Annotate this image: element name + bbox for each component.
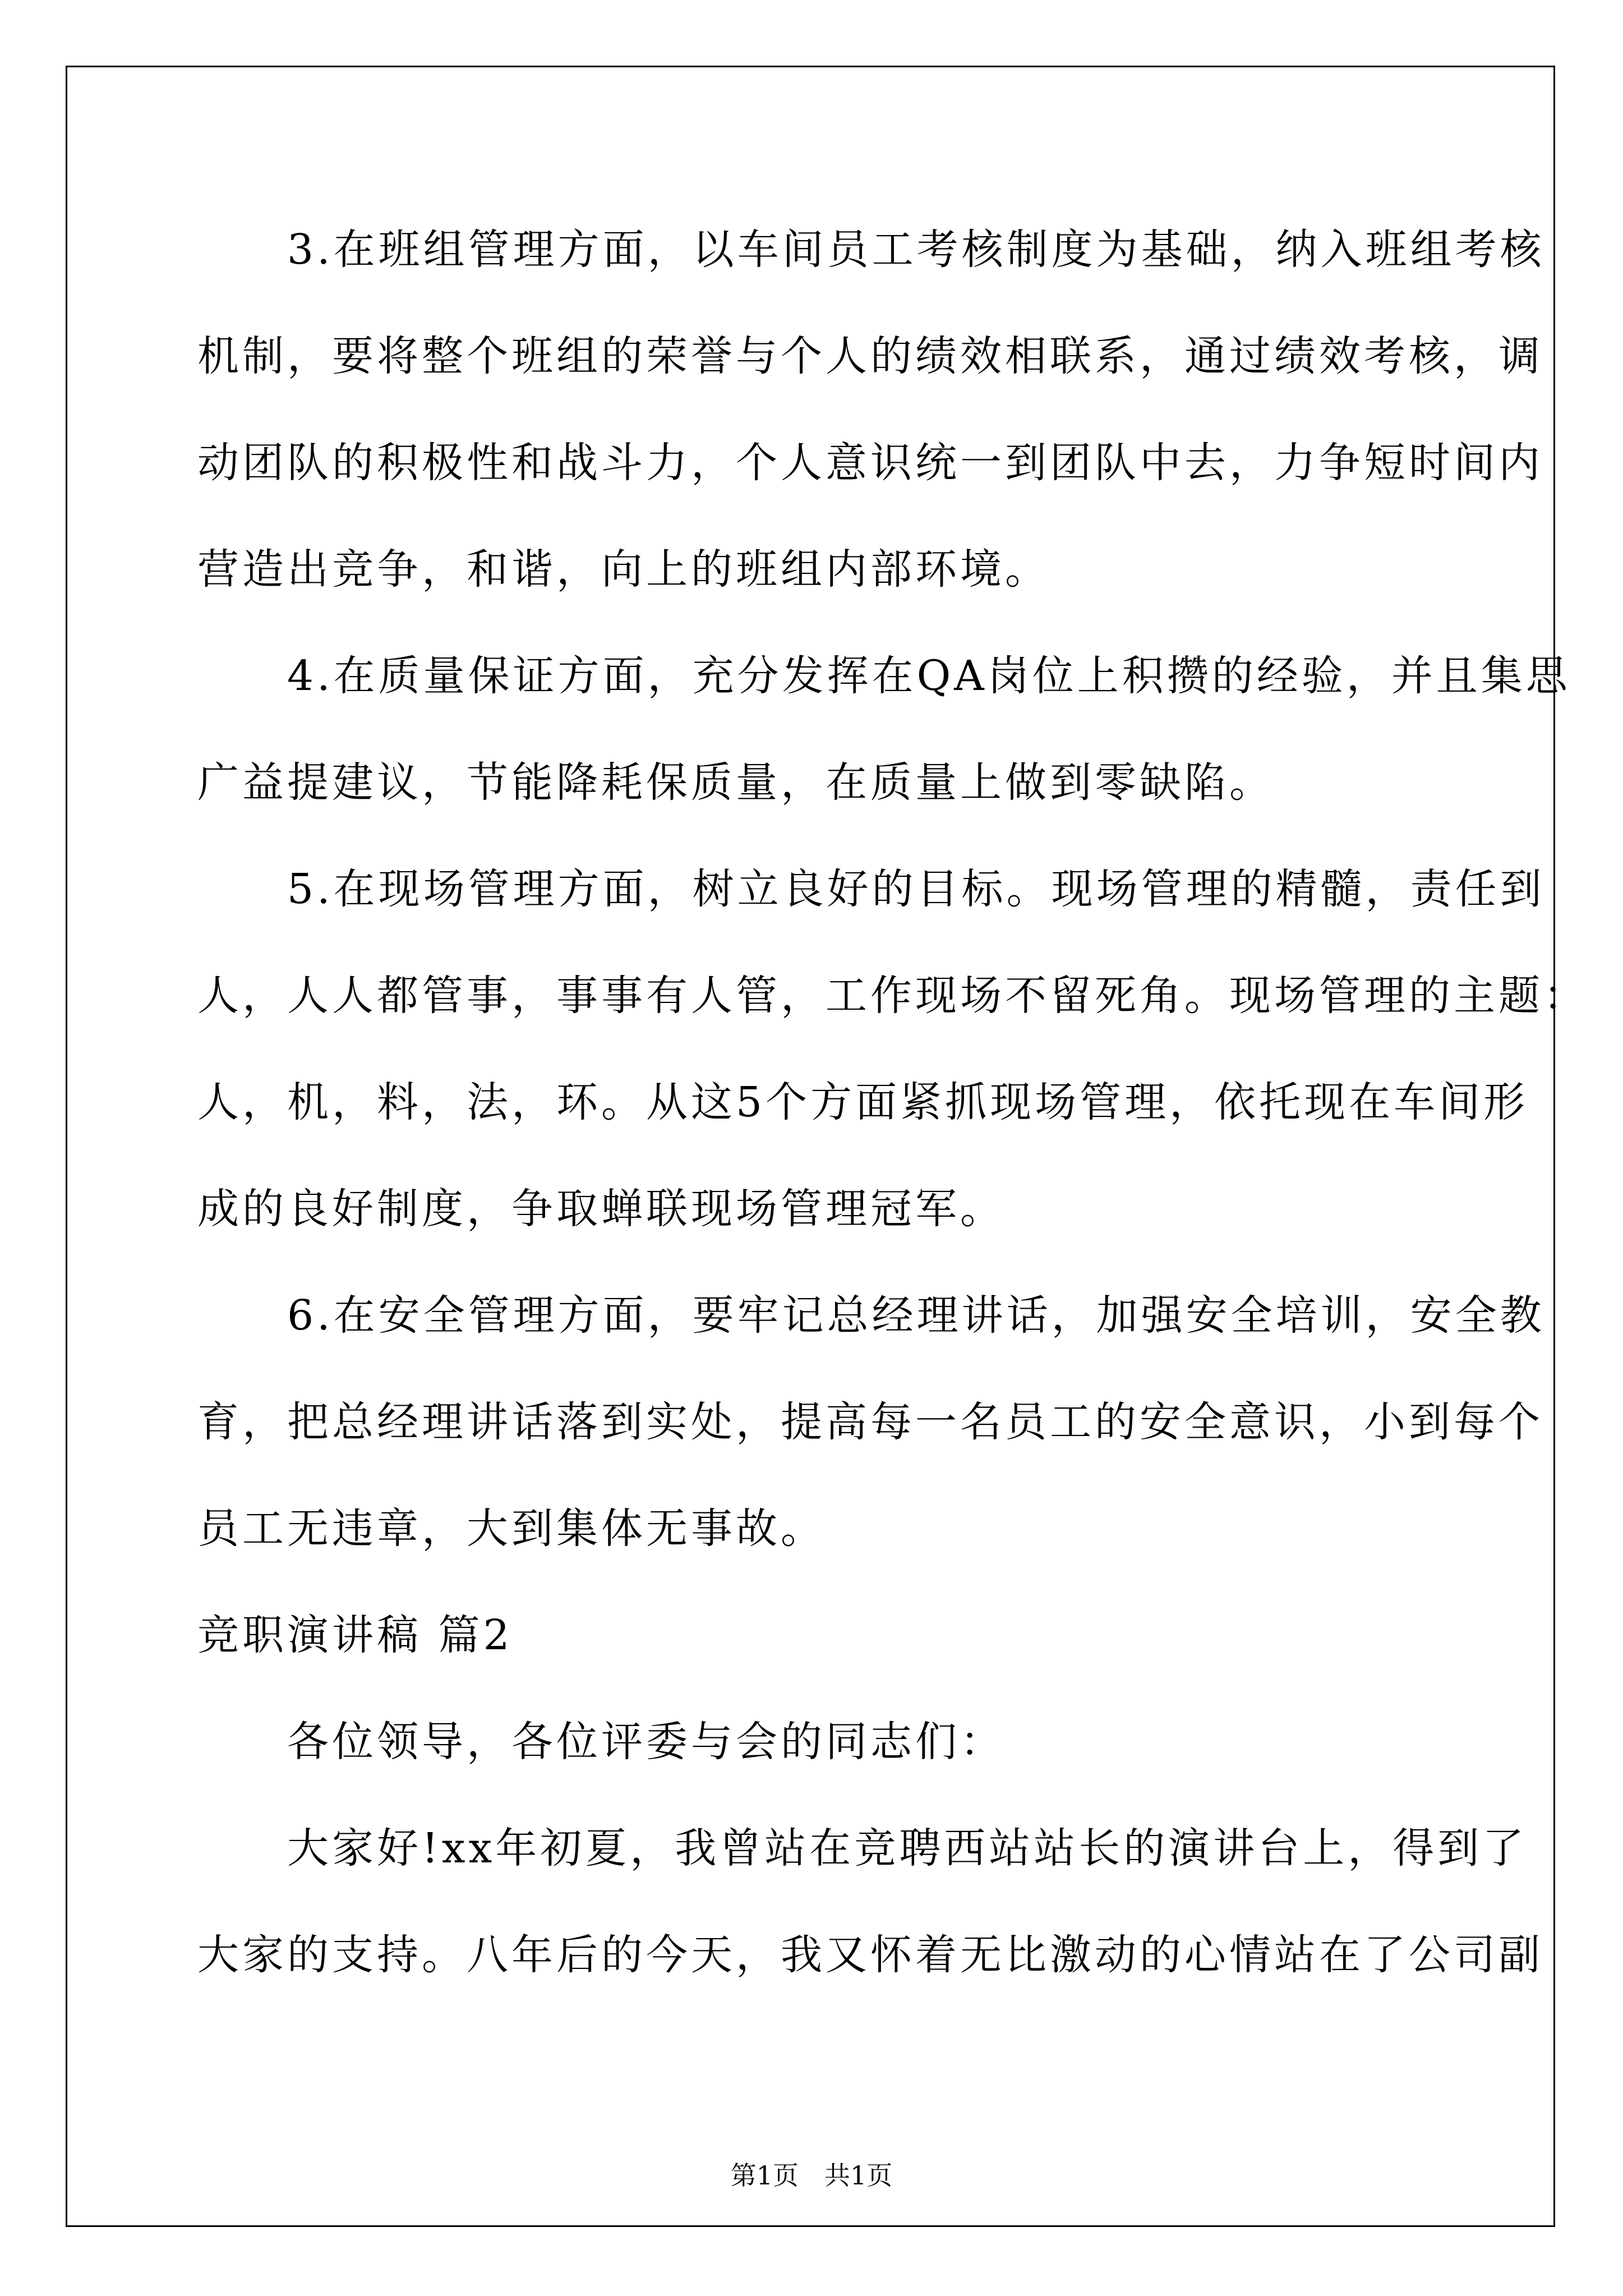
paragraph-4-line-1: 4.在质量保证方面，充分发挥在QA岗位上积攒的经验，并且集思 [197, 652, 1571, 700]
section-heading: 竞职演讲稿 篇2 [197, 1611, 513, 1659]
paragraph-5-line-1: 5.在现场管理方面，树立良好的目标。现场管理的精髓，责任到 [197, 865, 1545, 913]
paragraph-3-line-2: 机制，要将整个班组的荣誉与个人的绩效相联系，通过绩效考核，调 [197, 332, 1543, 380]
speech-line-2: 大家的支持。八年后的今天，我又怀着无比激动的心情站在了公司副 [197, 1931, 1543, 1979]
page-border [66, 66, 1555, 2227]
paragraph-3-line-1: 3.在班组管理方面，以车间员工考核制度为基础，纳入班组考核 [197, 226, 1545, 274]
paragraph-5-line-2: 人，人人都管事，事事有人管，工作现场不留死角。现场管理的主题： [197, 972, 1588, 1020]
salutation-line: 各位领导，各位评委与会的同志们： [197, 1718, 1005, 1766]
paragraph-3-line-4: 营造出竞争，和谐，向上的班组内部环境。 [197, 545, 1050, 593]
paragraph-6-line-1: 6.在安全管理方面，要牢记总经理讲话，加强安全培训，安全教 [197, 1291, 1545, 1340]
paragraph-4-line-2: 广益提建议，节能降耗保质量，在质量上做到零缺陷。 [197, 758, 1274, 807]
paragraph-5-line-4: 成的良好制度，争取蝉联现场管理冠军。 [197, 1185, 1005, 1233]
paragraph-5-line-3: 人，机，料，法，环。从这5个方面紧抓现场管理，依托现在车间形 [197, 1078, 1529, 1126]
page-footer: 第1页 共1页 [730, 2160, 893, 2191]
paragraph-6-line-2: 育，把总经理讲话落到实处，提高每一名员工的安全意识，小到每个 [197, 1398, 1543, 1446]
paragraph-3-line-3: 动团队的积极性和战斗力，个人意识统一到团队中去，力争短时间内 [197, 439, 1543, 487]
paragraph-6-line-3: 员工无违章，大到集体无事故。 [197, 1504, 826, 1553]
speech-line-1: 大家好!xx年初夏，我曾站在竞聘西站站长的演讲台上，得到了 [197, 1824, 1528, 1872]
